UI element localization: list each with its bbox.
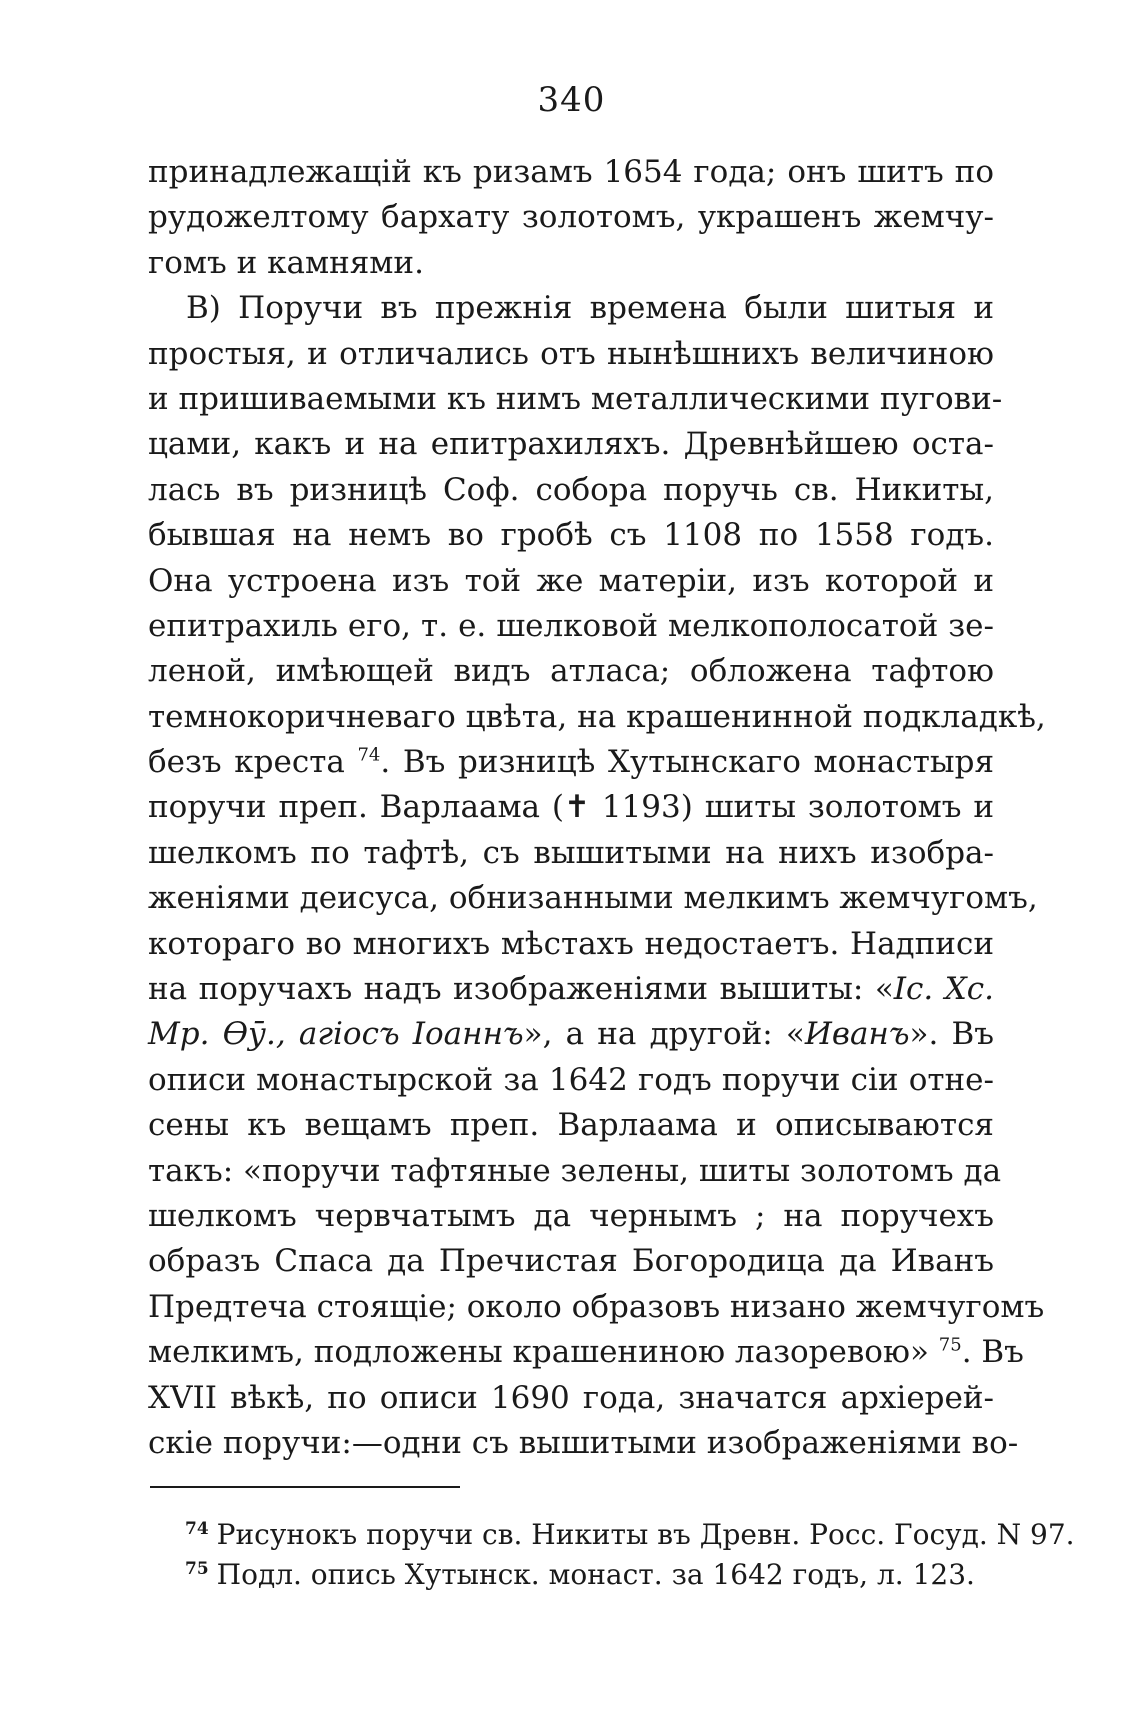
footnote-mark: 74 xyxy=(185,1518,209,1539)
text-fragment: », а на другой: « xyxy=(523,1016,805,1053)
text-line: темнокоричневаго цвѣта, на крашенинной подкладкѣ, xyxy=(148,698,1046,735)
text-line: образъ Спаса да Пречистая Богородица да Иванъ xyxy=(148,1243,994,1280)
page-number: 340 xyxy=(537,80,606,120)
text-line: рудожелтому бархату золотомъ, украшенъ жемчу- xyxy=(148,199,994,236)
italic-inscription: Иванъ xyxy=(804,1016,910,1053)
footnote-mark: 75 xyxy=(185,1558,209,1579)
text-line: принадлежащій къ ризамъ 1654 года; онъ шитъ по xyxy=(148,154,994,190)
text-fragment: безъ креста xyxy=(148,744,358,781)
text-line: В) Поручи въ прежнія времена были шитыя и xyxy=(186,290,994,327)
text-line: описи монастырской за 1642 годъ поручи сіи отне- xyxy=(148,1061,994,1098)
text-line: гомъ и камнями. xyxy=(148,244,424,281)
text-line: и пришиваемыми къ нимъ металлическими пугови- xyxy=(148,380,1003,417)
text-fragment: ». Въ xyxy=(909,1016,994,1053)
italic-inscription: Іс. Хс. xyxy=(893,971,994,1008)
text-line: сены къ вещамъ преп. Варлаама и описываются xyxy=(148,1107,994,1144)
footnote-75 xyxy=(185,1555,1015,1595)
text-line: леной, имѣющей видъ атласа; обложена тафтою xyxy=(148,653,994,690)
text-fragment: . Въ xyxy=(961,1334,1024,1371)
text-line xyxy=(148,1330,1024,1375)
text-line: простыя, и отличались отъ нынѣшнихъ величиною xyxy=(148,335,994,372)
text-line xyxy=(148,740,994,785)
body-text xyxy=(148,150,1046,1466)
text-line: бывшая на немъ во гробѣ съ 1108 по 1558 годъ. xyxy=(148,517,994,554)
text-line: женіями деисуса, обнизанными мелкимъ жемчугомъ, xyxy=(148,880,1038,917)
text-line xyxy=(148,967,994,1012)
text-line: котораго во многихъ мѣстахъ недостаетъ. Надписи xyxy=(148,925,994,962)
text-line xyxy=(148,1012,994,1057)
text-fragment: мелкимъ, подложены крашениною лазоревою» xyxy=(148,1334,939,1371)
text-line: поручи преп. Варлаама (✝ 1193) шиты золотомъ и xyxy=(148,789,994,826)
text-fragment: на поручахъ надъ изображеніями вышиты: « xyxy=(148,971,894,1008)
text-line: скіе поручи:—одни съ вышитыми изображеніями во- xyxy=(148,1424,1019,1461)
footnote-divider xyxy=(150,1486,460,1488)
text-fragment: . Въ ризницѣ Хутынскаго монастыря xyxy=(380,744,994,781)
text-line: шелкомъ по тафтѣ, съ вышитыми на нихъ изобра- xyxy=(148,834,994,871)
text-line: цами, какъ и на епитрахиляхъ. Древнѣйшею оста- xyxy=(148,426,994,463)
footnotes xyxy=(185,1515,1075,1595)
footnote-ref-75[interactable]: 75 xyxy=(938,1334,962,1356)
footnote-ref-74[interactable]: 74 xyxy=(357,744,381,766)
text-line: XVII вѣкѣ, по описи 1690 года, значатся архіерей- xyxy=(148,1379,994,1416)
text-line: Она устроена изъ той же матеріи, изъ которой и xyxy=(148,562,994,599)
text-line: Предтеча стоящіе; около образовъ низано жемчугомъ xyxy=(148,1288,1045,1325)
italic-inscription: Мр. Ѳӯ., агіосъ Іоаннъ xyxy=(148,1016,524,1053)
text-line: лась въ ризницѣ Соф. собора поручь св. Никиты, xyxy=(148,471,994,508)
text-line: епитрахиль его, т. е. шелковой мелкополосатой зе- xyxy=(148,607,994,644)
footnote-text: Рисунокъ поручи св. Никиты въ Древн. Росс. Госуд. N 97. xyxy=(216,1518,1075,1551)
text-line: такъ: «поручи тафтяные зелены, шиты золотомъ да xyxy=(148,1152,1002,1189)
text-line: шелкомъ червчатымъ да чернымъ ; на поручехъ xyxy=(148,1197,994,1234)
footnote-74 xyxy=(185,1515,1075,1555)
footnote-text: Подл. опись Хутынск. монаст. за 1642 годъ, л. 123. xyxy=(216,1558,975,1591)
